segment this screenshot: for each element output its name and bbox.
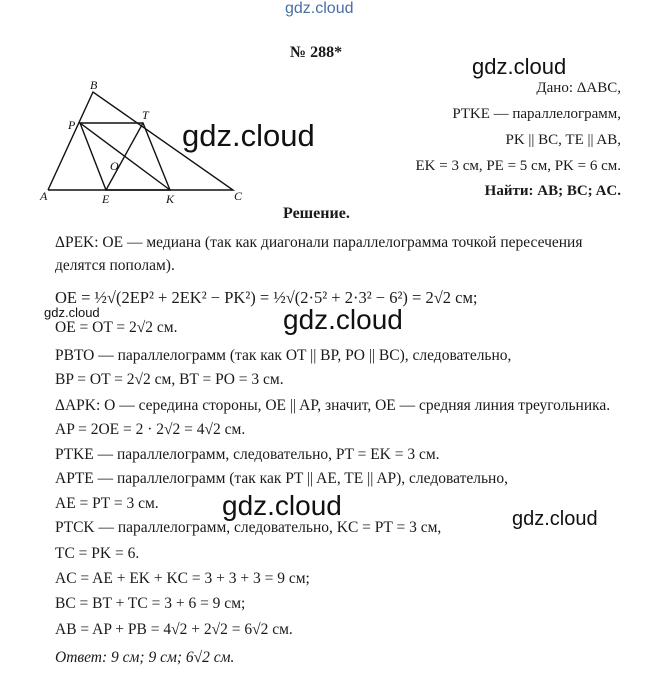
label-k: K <box>166 192 175 205</box>
given-line-2: PTKE — параллелограмм, <box>452 106 621 122</box>
solution-line-7: ΔAPK: O — середина стороны, OE || AP, значит, OE — средняя линия треугольника. <box>55 397 611 414</box>
solution-line-16: AB = AP + PB = 4√2 + 2√2 = 6√2 см. <box>55 621 293 638</box>
solution-line-6: BP = OT = 2√2 см, BT = PO = 3 см. <box>55 371 284 388</box>
watermark-middle: gdz.cloud <box>283 304 403 335</box>
solution-line-3: OE = ½√(2EP² + 2EK² − PK²) = ½√(2·5² + 2·3² − 6²) = 2√2 см; <box>55 288 478 307</box>
watermark-bottom-center: gdz.cloud <box>222 490 342 521</box>
given-line-4: EK = 3 см, PE = 5 см, PK = 6 см. <box>415 158 621 174</box>
label-p: P <box>68 118 76 132</box>
label-c: C <box>234 189 243 203</box>
given-find: Найти: AB; BC; AC. <box>484 183 621 199</box>
given-line-3: PK || BC, TE || AB, <box>505 132 621 148</box>
problem-number: № 288* <box>290 44 343 61</box>
solution-line-4: OE = OT = 2√2 см. <box>55 319 178 336</box>
solution-heading: Решение. <box>283 205 350 222</box>
watermark-right-top: gdz.cloud <box>472 54 567 79</box>
watermark-figure: gdz.cloud <box>182 118 315 153</box>
solution-line-12: PTCK — параллелограмм, следовательно, KC = PT = 3 см, <box>55 519 442 536</box>
solution-line-5: PBTO — параллелограмм (так как OT || BP, PO || BC), следовательно, <box>55 347 512 364</box>
solution-line-1: ΔPEK: OE — медиана (так как диагонали параллелограмма точкой пересечения <box>55 234 583 251</box>
solution-line-8: AP = 2OE = 2 · 2√2 = 4√2 см. <box>55 421 246 438</box>
answer-line: Ответ: 9 см; 9 см; 6√2 см. <box>55 649 235 666</box>
label-o: O <box>110 159 119 173</box>
solution-line-11: AE = PT = 3 см. <box>55 495 159 512</box>
solution-line-14: AC = AE + EK + KC = 3 + 3 + 3 = 9 см; <box>55 570 310 587</box>
solution-line-10: APTE — параллелограмм (так как PT || AE, TE || AP), следовательно, <box>55 470 508 487</box>
watermark-left-small: gdz.cloud <box>44 305 100 320</box>
watermark-top: gdz.cloud <box>285 0 354 17</box>
given-line-1: Дано: ΔABC, <box>536 80 621 96</box>
solution-line-13: TC = PK = 6. <box>55 545 140 562</box>
solution-line-9: PTKE — параллелограмм, следовательно, PT = EK = 3 см. <box>55 446 440 463</box>
diagonal-te <box>106 123 143 190</box>
label-a: A <box>40 189 48 203</box>
label-e: E <box>102 192 110 205</box>
solution-line-15: BC = BT + TC = 3 + 6 = 9 см; <box>55 595 246 612</box>
watermark-bottom-right: gdz.cloud <box>512 508 598 530</box>
label-t: T <box>142 108 149 122</box>
label-b: B <box>90 80 98 92</box>
solution-line-2: делятся пополам). <box>55 257 175 274</box>
